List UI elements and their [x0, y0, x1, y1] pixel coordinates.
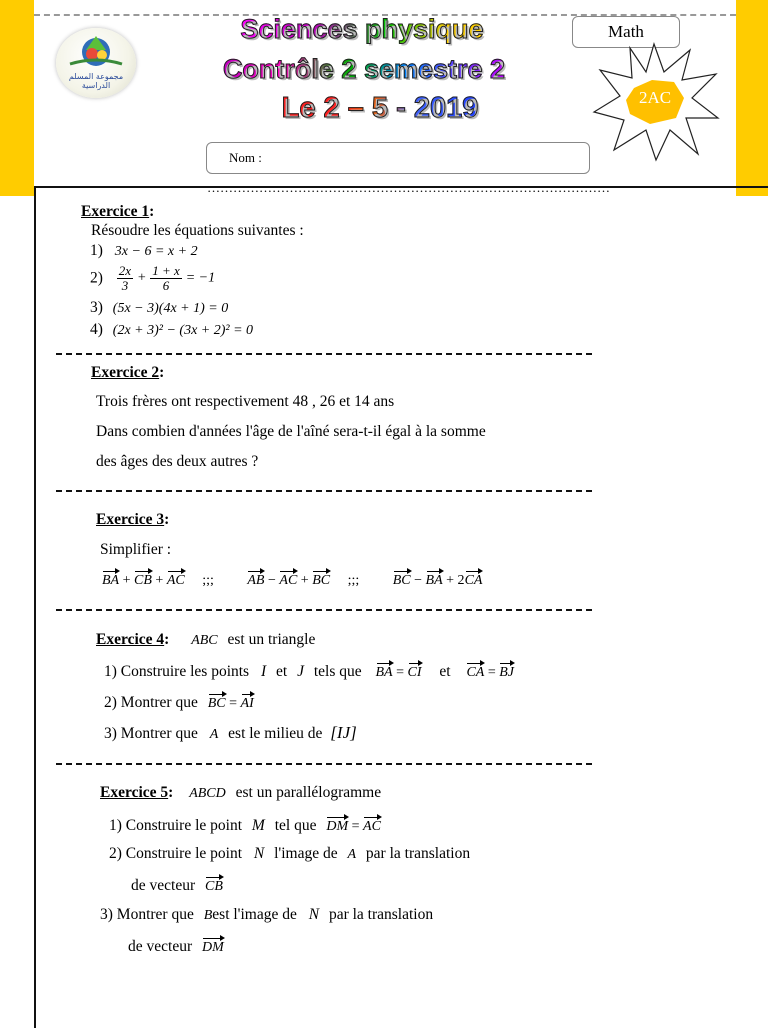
- subject-label: Math: [608, 22, 644, 41]
- exercise-1-item-3: 3) (5x − 3)(4x + 1) = 0: [90, 299, 229, 316]
- exercise-3-instruction: Simplifier :: [100, 541, 172, 558]
- title-date: Le 2 – 5 - 2019: [281, 92, 479, 124]
- exercise-5-item-1: 1) Construire le point M tel que DM = AC: [109, 817, 381, 834]
- separator-2: [56, 490, 592, 492]
- separator-1: [56, 353, 592, 355]
- exercise-4-item-3: 3) Montrer que A est le milieu de [IJ]: [104, 723, 357, 742]
- exercise-5-item-3: 3) Montrer que Best l'image de N par la translation: [100, 906, 434, 923]
- exercise-2-heading: Exercice 2:: [91, 364, 165, 381]
- level-label: 2AC: [638, 88, 672, 107]
- exercise-1-instruction: Résoudre les équations suivantes :: [91, 222, 304, 239]
- exercise-4-heading: Exercice 4: ABC est un triangle: [96, 631, 316, 648]
- exercise-3-heading: Exercice 3:: [96, 511, 170, 528]
- separator-3: [56, 609, 592, 611]
- name-field[interactable]: [206, 142, 610, 195]
- exercise-1-heading: Exercice 1:: [81, 203, 155, 220]
- exercise-5-item-2-line-2: de vecteur CB: [131, 877, 223, 894]
- exercise-3-expressions: BA + CB + AC ;;; AB − AC + BC ;;; BC − BA + 2CA: [102, 570, 482, 589]
- name-label: Nom : …………………………………………………………………………………: [207, 150, 610, 195]
- separator-4: [56, 763, 592, 765]
- exercise-2-line-2: Dans combien d'années l'âge de l'aîné sera-t-il égal à la somme: [96, 423, 486, 440]
- title-line-1: Sciences physique: [240, 14, 484, 44]
- exercise-1-item-1: 1) 3x − 6 = x + 2: [90, 242, 198, 259]
- exercise-1-item-4: 4) (2x + 3)² − (3x + 2)² = 0: [90, 321, 254, 338]
- exercise-1-item-2: 2) $\frac{2x}{3}$ + $\frac{1 + x}{6}$ = −1: [90, 263, 216, 293]
- exercise-4-item-2: 2) Montrer que BC = AI: [104, 694, 254, 711]
- exercise-4-item-1: 1) Construire les points I et J tels que BA = CI et CA = BJ: [104, 663, 515, 680]
- logo-text: مجموعة المسلم الدراسية: [68, 72, 124, 90]
- exercise-2-line-3: des âges des deux autres ?: [96, 453, 259, 470]
- level-star-badge: [590, 42, 720, 162]
- title-line-2: Contrôle 2 semestre 2: [222, 54, 506, 84]
- exercise-2-line-1: Trois frères ont respectivement 48 , 26 et 14 ans: [96, 393, 395, 410]
- exercise-5-heading: Exercice 5: ABCD est un parallélogramme: [100, 784, 382, 801]
- exercise-5-item-2: 2) Construire le point N l'image de A par la translation: [109, 845, 471, 862]
- exercise-5-item-3-line-2: de vecteur DM: [128, 938, 224, 955]
